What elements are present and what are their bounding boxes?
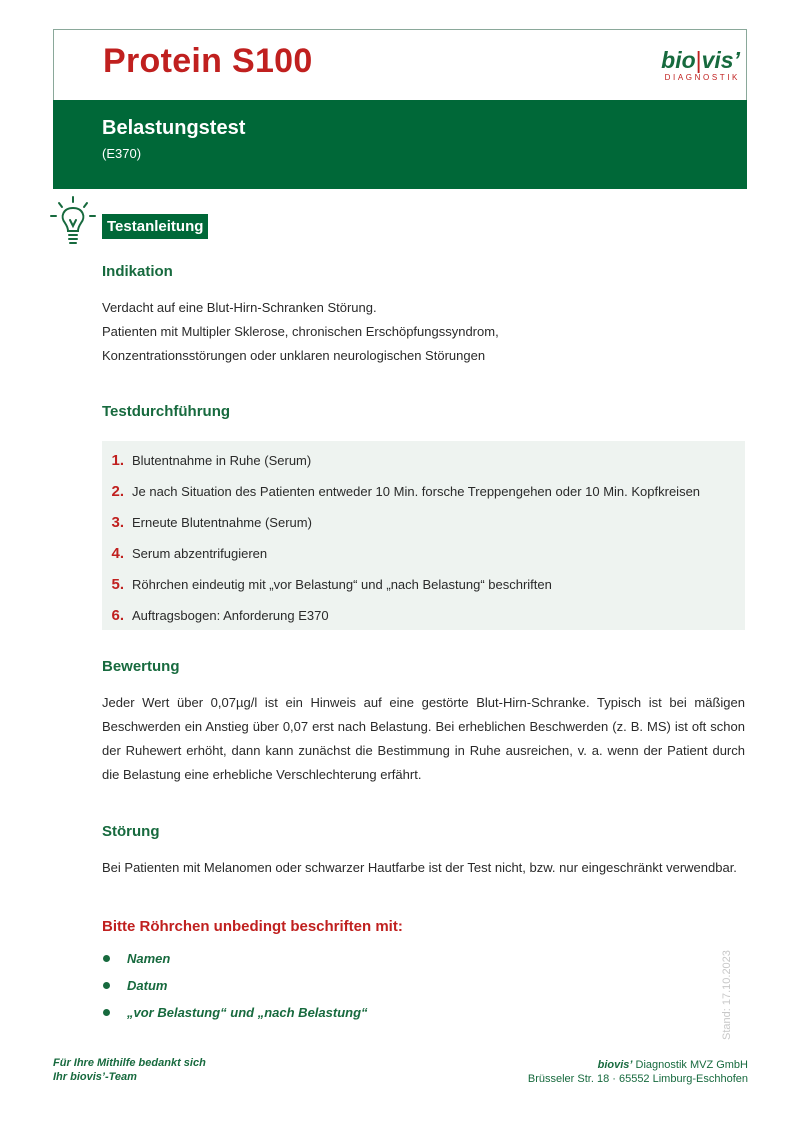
footer-company-rest: Diagnostik MVZ GmbH xyxy=(632,1059,748,1071)
step-text: Serum abzentrifugieren xyxy=(132,546,268,561)
step-item xyxy=(102,507,745,538)
list-item-text: Datum xyxy=(127,978,168,993)
step-text: Erneute Blutentnahme (Serum) xyxy=(132,515,312,530)
bewertung-text: Jeder Wert über 0,07µg/l ist ein Hinweis auf eine gestörte Blut-Hirn-Schranke. Typisch ist bei mäßigen Beschwerden ein Anstieg über 0,07 erst nach Belastung. Bei erheblichen Beschwerden (z. B. MS) ist oft schon der Ruhewert erhöht, dann kann zunächst die Bestimmung in Ruhe ausreichen, v. a. wenn der Patient durch die Belastung eine erhebliche Verschlechterung erfährt. xyxy=(102,695,745,782)
label-checklist xyxy=(102,945,368,1026)
heading-indikation: Indikation xyxy=(102,263,173,280)
footer-address xyxy=(528,1058,748,1086)
list-item-text: „vor Belastung“ und „nach Belastung“ xyxy=(127,1005,368,1020)
logo-separator: | xyxy=(695,47,702,73)
logo-word-right: vis’ xyxy=(701,47,740,73)
list-item xyxy=(102,945,368,972)
section-badge-testanleitung: Testanleitung xyxy=(102,214,208,239)
date-stamp: Stand: 17.10.2023 xyxy=(721,950,733,1040)
logo-subtitle: DIAGNOSTIK xyxy=(664,73,740,82)
bullet-dot xyxy=(103,955,110,962)
footer-brand: biovis’ xyxy=(597,1059,633,1071)
footer-street: Brüsseler Str. 18 · 65552 Limburg-Eschhofen xyxy=(527,1073,748,1085)
indikation-line: Patienten mit Multipler Sklerose, chronischen Erschöpfungssyndrom, xyxy=(102,324,499,339)
footer-thanks-line: Ihr biovis’-Team xyxy=(53,1071,137,1083)
footer-thanks-line: Für Ihre Mithilfe bedankt sich xyxy=(53,1057,206,1069)
heading-stoerung: Störung xyxy=(102,823,160,840)
test-name: Belastungstest xyxy=(102,117,246,139)
step-text: Je nach Situation des Patienten entweder 10 Min. forsche Treppengehen oder 10 Min. Kopfkreisen xyxy=(132,484,701,499)
step-item xyxy=(102,600,745,631)
step-text: Röhrchen eindeutig mit „vor Belastung“ und „nach Belastung“ beschriften xyxy=(132,577,552,592)
bullet-dot xyxy=(103,982,110,989)
step-number: 4. xyxy=(111,545,124,562)
step-text: Blutentnahme in Ruhe (Serum) xyxy=(132,453,312,468)
step-text: Auftragsbogen: Anforderung E370 xyxy=(132,608,329,623)
stoerung-text: Bei Patienten mit Melanomen oder schwarzer Hautfarbe ist der Test nicht, bzw. nur eingeschränkt verwendbar. xyxy=(102,860,737,875)
list-item xyxy=(102,999,368,1026)
page-title: Protein S100 xyxy=(103,42,313,80)
indikation-line: Verdacht auf eine Blut-Hirn-Schranken Störung. xyxy=(102,300,377,315)
logo-word-left: bio xyxy=(661,47,696,73)
indikation-line: Konzentrationsstörungen oder unklaren neurologischen Störungen xyxy=(102,348,486,363)
list-item xyxy=(102,972,368,999)
step-item xyxy=(102,445,745,476)
heading-beschriften: Bitte Röhrchen unbedingt beschriften mit: xyxy=(102,918,403,935)
step-number: 3. xyxy=(111,514,124,531)
title-band xyxy=(53,100,747,189)
footer-thanks xyxy=(53,1056,206,1084)
lightbulb-icon xyxy=(48,196,98,248)
test-code: (E370) xyxy=(102,146,142,161)
step-item xyxy=(102,538,745,569)
heading-testdurchfuehrung: Testdurchführung xyxy=(102,403,231,420)
step-number: 2. xyxy=(111,483,124,500)
step-number: 6. xyxy=(111,607,124,624)
biovis-logo xyxy=(661,48,740,82)
bullet-dot xyxy=(103,1009,110,1016)
step-item xyxy=(102,569,745,600)
footer-company xyxy=(528,1058,748,1072)
logo-wordmark xyxy=(661,48,740,72)
steps-list xyxy=(102,441,745,630)
indikation-text xyxy=(102,296,748,368)
step-item xyxy=(102,476,745,507)
list-item-text: Namen xyxy=(127,951,171,966)
heading-bewertung: Bewertung xyxy=(102,658,180,675)
step-number: 1. xyxy=(111,452,124,469)
step-number: 5. xyxy=(111,576,124,593)
